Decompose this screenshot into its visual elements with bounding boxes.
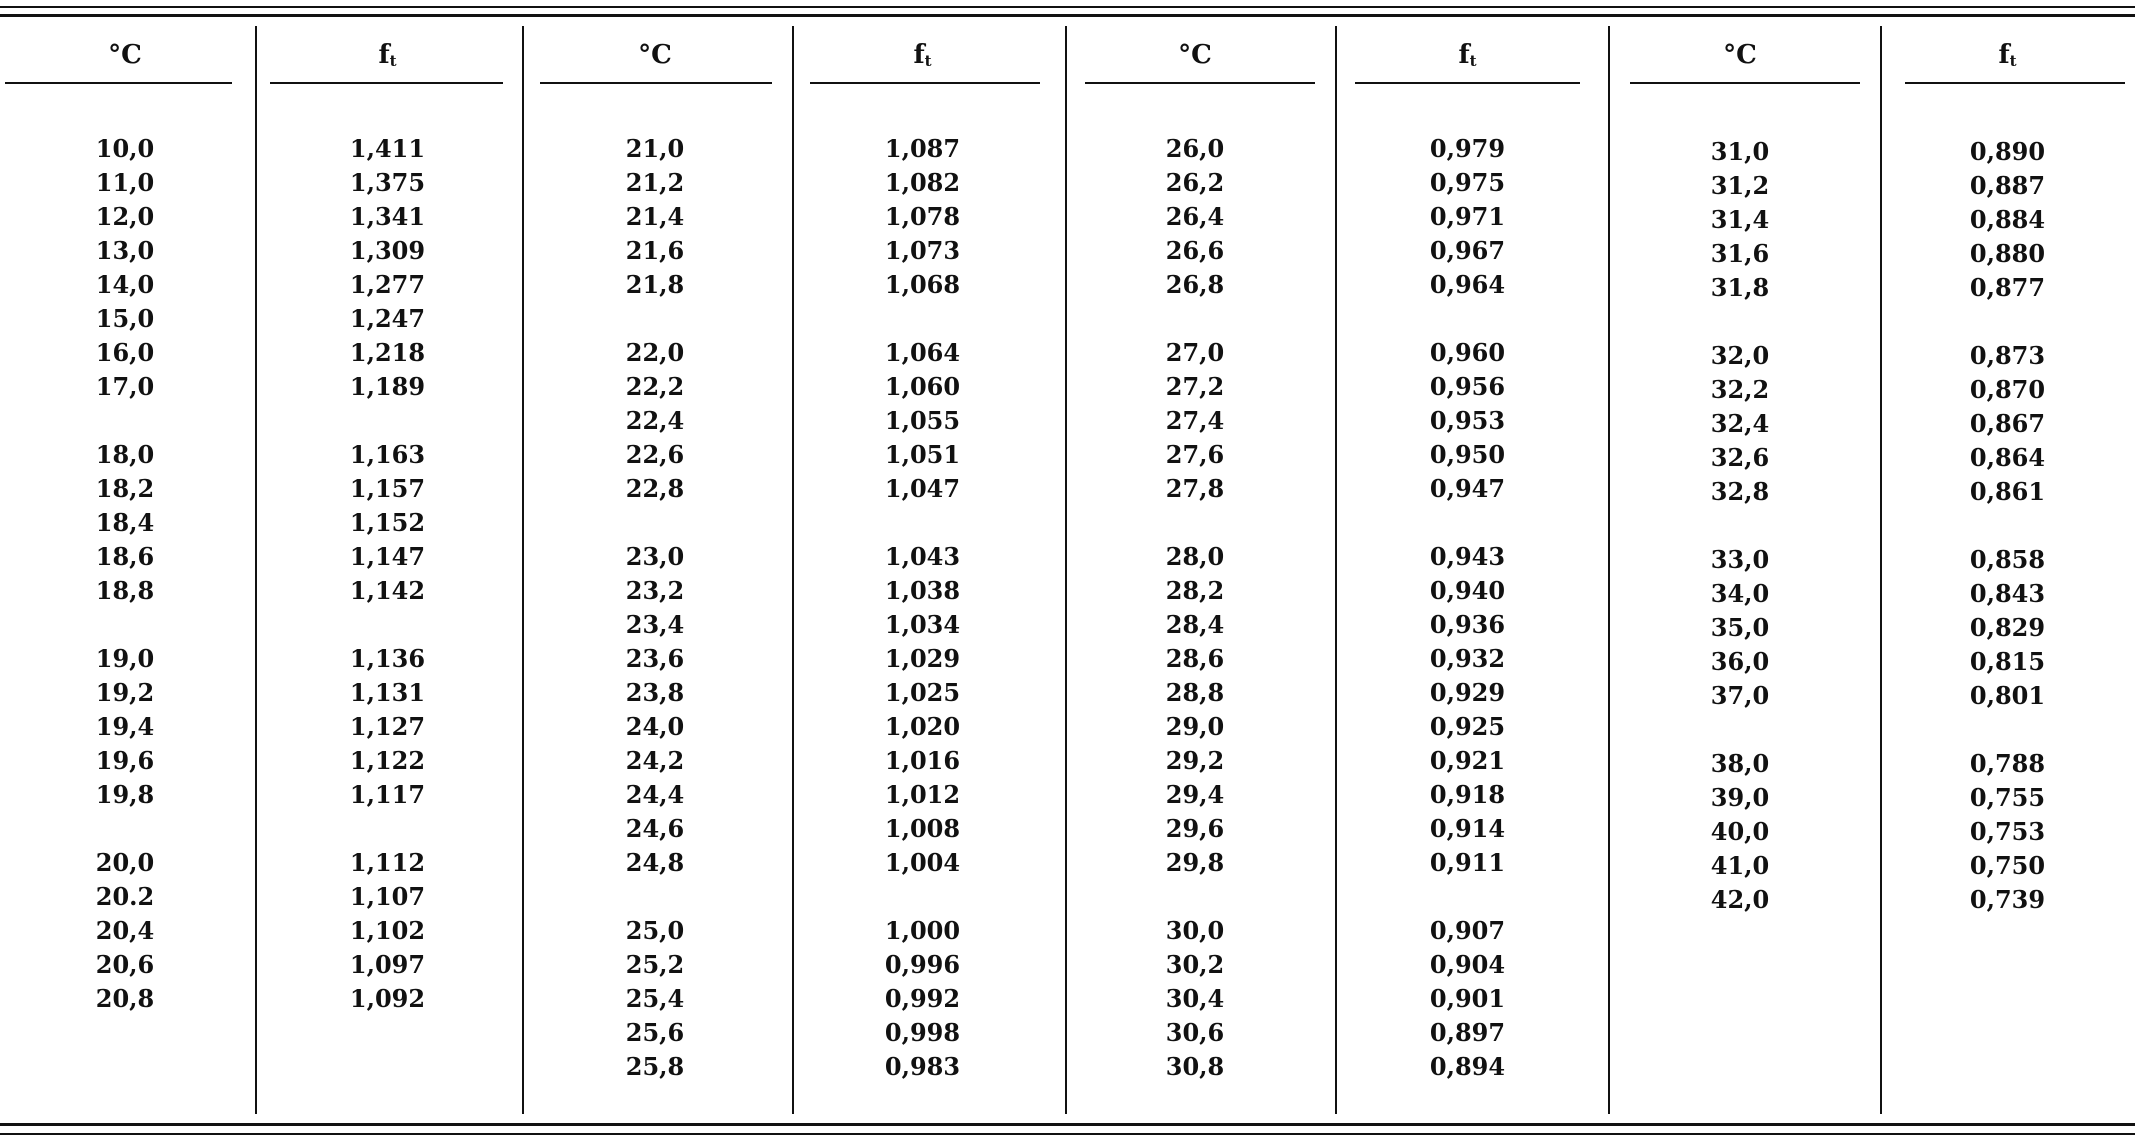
factor-cell: 1,087 <box>884 134 961 163</box>
header-symbol: °C <box>638 40 672 70</box>
factor-cell: 0,979 <box>1429 134 1506 163</box>
factor-cell: 1,147 <box>349 542 426 571</box>
factor-cell: 1,047 <box>884 474 961 503</box>
factor-cell: 1,142 <box>349 576 426 605</box>
temperature-cell: 25,2 <box>625 950 685 979</box>
temperature-cell: 33,0 <box>1710 545 1770 574</box>
factor-cell: 1,025 <box>884 678 961 707</box>
temperature-header <box>525 40 785 70</box>
temperature-cell: 38,0 <box>1710 749 1770 778</box>
temperature-cell: 24,0 <box>625 712 685 741</box>
header-underline-6 <box>1355 82 1580 84</box>
temperature-cell: 41,0 <box>1710 851 1770 880</box>
column-divider-2 <box>522 26 524 1114</box>
temperature-cell: 23,8 <box>625 678 685 707</box>
factor-column-4 <box>1880 0 2135 1142</box>
factor-cell: 0,750 <box>1969 851 2046 880</box>
header-symbol: f <box>913 40 925 70</box>
factor-cell: 1,189 <box>349 372 426 401</box>
header-symbol: f <box>378 40 390 70</box>
factor-cell: 1,043 <box>884 542 961 571</box>
factor-cell: 0,755 <box>1969 783 2046 812</box>
factor-cell: 0,943 <box>1429 542 1506 571</box>
temperature-cell: 28,6 <box>1165 644 1225 673</box>
temperature-cell: 29,2 <box>1165 746 1225 775</box>
temperature-cell: 30,2 <box>1165 950 1225 979</box>
factor-header <box>1335 40 1600 70</box>
temperature-cell: 11,0 <box>95 168 155 197</box>
temperature-cell: 25,8 <box>625 1052 685 1081</box>
factor-cell: 0,801 <box>1969 681 2046 710</box>
factor-cell: 0,867 <box>1969 409 2046 438</box>
temperature-cell: 42,0 <box>1710 885 1770 914</box>
temperature-cell: 26,6 <box>1165 236 1225 265</box>
temperature-cell: 27,0 <box>1165 338 1225 367</box>
factor-cell: 0,983 <box>884 1052 961 1081</box>
temperature-cell: 39,0 <box>1710 783 1770 812</box>
temperature-cell: 36,0 <box>1710 647 1770 676</box>
temperature-cell: 27,6 <box>1165 440 1225 469</box>
temperature-cell: 18,4 <box>95 508 155 537</box>
temperature-column-2 <box>525 0 785 1142</box>
temperature-cell: 30,8 <box>1165 1052 1225 1081</box>
factor-cell: 1,092 <box>349 984 426 1013</box>
factor-cell: 0,739 <box>1969 885 2046 914</box>
temperature-cell: 26,2 <box>1165 168 1225 197</box>
factor-column-3 <box>1335 0 1600 1142</box>
factor-column-1 <box>255 0 520 1142</box>
column-divider-1 <box>255 26 257 1114</box>
temperature-cell: 13,0 <box>95 236 155 265</box>
factor-cell: 1,020 <box>884 712 961 741</box>
temperature-cell: 10,0 <box>95 134 155 163</box>
factor-cell: 0,921 <box>1429 746 1506 775</box>
temperature-cell: 31,0 <box>1710 137 1770 166</box>
factor-cell: 0,975 <box>1429 168 1506 197</box>
factor-cell: 0,884 <box>1969 205 2046 234</box>
factor-cell: 1,097 <box>349 950 426 979</box>
factor-cell: 0,996 <box>884 950 961 979</box>
factor-cell: 0,936 <box>1429 610 1506 639</box>
factor-cell: 0,873 <box>1969 341 2046 370</box>
factor-cell: 1,163 <box>349 440 426 469</box>
factor-cell: 1,341 <box>349 202 426 231</box>
temperature-cell: 20.2 <box>95 882 155 911</box>
factor-cell: 0,890 <box>1969 137 2046 166</box>
factor-cell: 1,064 <box>884 338 961 367</box>
header-underline-7 <box>1630 82 1860 84</box>
factor-cell: 0,887 <box>1969 171 2046 200</box>
temperature-cell: 17,0 <box>95 372 155 401</box>
temperature-cell: 18,0 <box>95 440 155 469</box>
factor-cell: 0,925 <box>1429 712 1506 741</box>
factor-cell: 0,960 <box>1429 338 1506 367</box>
temperature-cell: 27,2 <box>1165 372 1225 401</box>
temperature-cell: 23,0 <box>625 542 685 571</box>
header-subscript: t <box>924 52 932 70</box>
temperature-cell: 31,4 <box>1710 205 1770 234</box>
temperature-cell: 19,4 <box>95 712 155 741</box>
factor-cell: 1,107 <box>349 882 426 911</box>
temperature-cell: 25,0 <box>625 916 685 945</box>
temperature-cell: 14,0 <box>95 270 155 299</box>
temperature-cell: 12,0 <box>95 202 155 231</box>
factor-cell: 1,309 <box>349 236 426 265</box>
temperature-cell: 24,8 <box>625 848 685 877</box>
temperature-cell: 22,4 <box>625 406 685 435</box>
factor-cell: 1,051 <box>884 440 961 469</box>
temperature-cell: 24,6 <box>625 814 685 843</box>
temperature-cell: 35,0 <box>1710 613 1770 642</box>
factor-cell: 0,901 <box>1429 984 1506 1013</box>
factor-cell: 1,055 <box>884 406 961 435</box>
factor-cell: 1,038 <box>884 576 961 605</box>
factor-cell: 0,861 <box>1969 477 2046 506</box>
temperature-cell: 21,0 <box>625 134 685 163</box>
temperature-cell: 29,4 <box>1165 780 1225 809</box>
temperature-cell: 21,4 <box>625 202 685 231</box>
header-underline-4 <box>810 82 1040 84</box>
temperature-cell: 22,2 <box>625 372 685 401</box>
factor-column-2 <box>790 0 1055 1142</box>
factor-cell: 0,953 <box>1429 406 1506 435</box>
factor-cell: 0,843 <box>1969 579 2046 608</box>
temperature-cell: 24,4 <box>625 780 685 809</box>
temperature-cell: 29,0 <box>1165 712 1225 741</box>
temperature-cell: 31,2 <box>1710 171 1770 200</box>
temperature-cell: 30,6 <box>1165 1018 1225 1047</box>
column-divider-7 <box>1880 26 1882 1114</box>
factor-cell: 0,932 <box>1429 644 1506 673</box>
factor-cell: 1,068 <box>884 270 961 299</box>
temperature-cell: 23,4 <box>625 610 685 639</box>
temperature-cell: 32,2 <box>1710 375 1770 404</box>
factor-cell: 0,897 <box>1429 1018 1506 1047</box>
temperature-cell: 23,6 <box>625 644 685 673</box>
header-symbol: °C <box>1723 40 1757 70</box>
factor-cell: 0,964 <box>1429 270 1506 299</box>
temperature-cell: 22,0 <box>625 338 685 367</box>
temperature-cell: 31,8 <box>1710 273 1770 302</box>
header-symbol: °C <box>108 40 142 70</box>
factor-cell: 1,157 <box>349 474 426 503</box>
factor-cell: 0,904 <box>1429 950 1506 979</box>
temperature-cell: 26,0 <box>1165 134 1225 163</box>
header-underline-2 <box>270 82 503 84</box>
header-symbol: °C <box>1178 40 1212 70</box>
temperature-header <box>1605 40 1875 70</box>
temperature-cell: 16,0 <box>95 338 155 367</box>
factor-cell: 0,894 <box>1429 1052 1506 1081</box>
factor-cell: 1,247 <box>349 304 426 333</box>
factor-cell: 0,998 <box>884 1018 961 1047</box>
factor-cell: 0,877 <box>1969 273 2046 302</box>
temperature-column-3 <box>1060 0 1330 1142</box>
factor-cell: 0,950 <box>1429 440 1506 469</box>
factor-cell: 0,870 <box>1969 375 2046 404</box>
factor-header <box>255 40 520 70</box>
factor-cell: 0,918 <box>1429 780 1506 809</box>
temperature-cell: 30,4 <box>1165 984 1225 1013</box>
temperature-cell: 25,4 <box>625 984 685 1013</box>
temperature-cell: 28,0 <box>1165 542 1225 571</box>
factor-cell: 1,004 <box>884 848 961 877</box>
factor-cell: 0,815 <box>1969 647 2046 676</box>
factor-cell: 1,277 <box>349 270 426 299</box>
factor-cell: 0,992 <box>884 984 961 1013</box>
temperature-column-4 <box>1605 0 1875 1142</box>
header-symbol: f <box>1998 40 2010 70</box>
temperature-cell: 18,2 <box>95 474 155 503</box>
temperature-cell: 19,8 <box>95 780 155 809</box>
factor-header <box>1880 40 2135 70</box>
factor-cell: 0,864 <box>1969 443 2046 472</box>
factor-cell: 1,131 <box>349 678 426 707</box>
factor-cell: 0,829 <box>1969 613 2046 642</box>
temperature-cell: 20,8 <box>95 984 155 1013</box>
factor-cell: 0,753 <box>1969 817 2046 846</box>
factor-cell: 1,016 <box>884 746 961 775</box>
factor-cell: 1,136 <box>349 644 426 673</box>
temperature-cell: 24,2 <box>625 746 685 775</box>
factor-cell: 1,218 <box>349 338 426 367</box>
temperature-cell: 22,6 <box>625 440 685 469</box>
temperature-cell: 18,6 <box>95 542 155 571</box>
temperature-cell: 37,0 <box>1710 681 1770 710</box>
header-subscript: t <box>2009 52 2017 70</box>
temperature-cell: 22,8 <box>625 474 685 503</box>
factor-cell: 1,034 <box>884 610 961 639</box>
factor-cell: 0,967 <box>1429 236 1506 265</box>
factor-cell: 1,102 <box>349 916 426 945</box>
header-underline-8 <box>1905 82 2125 84</box>
factor-cell: 1,008 <box>884 814 961 843</box>
temperature-cell: 27,4 <box>1165 406 1225 435</box>
temperature-cell: 30,0 <box>1165 916 1225 945</box>
column-divider-4 <box>1065 26 1067 1114</box>
factor-cell: 1,375 <box>349 168 426 197</box>
factor-cell: 1,152 <box>349 508 426 537</box>
temperature-cell: 32,8 <box>1710 477 1770 506</box>
temperature-cell: 23,2 <box>625 576 685 605</box>
temperature-cell: 15,0 <box>95 304 155 333</box>
temperature-cell: 29,8 <box>1165 848 1225 877</box>
factor-cell: 0,971 <box>1429 202 1506 231</box>
factor-cell: 1,000 <box>884 916 961 945</box>
factor-cell: 0,929 <box>1429 678 1506 707</box>
header-underline-5 <box>1085 82 1315 84</box>
factor-cell: 1,112 <box>349 848 426 877</box>
temperature-cell: 20,6 <box>95 950 155 979</box>
factor-cell: 1,060 <box>884 372 961 401</box>
temperature-cell: 21,8 <box>625 270 685 299</box>
factor-cell: 1,078 <box>884 202 961 231</box>
column-divider-6 <box>1608 26 1610 1114</box>
temperature-cell: 34,0 <box>1710 579 1770 608</box>
temperature-cell: 29,6 <box>1165 814 1225 843</box>
temperature-cell: 26,4 <box>1165 202 1225 231</box>
temperature-cell: 28,2 <box>1165 576 1225 605</box>
header-symbol: f <box>1458 40 1470 70</box>
temperature-cell: 21,6 <box>625 236 685 265</box>
temperature-cell: 32,4 <box>1710 409 1770 438</box>
temperature-cell: 28,8 <box>1165 678 1225 707</box>
factor-cell: 0,956 <box>1429 372 1506 401</box>
temperature-cell: 31,6 <box>1710 239 1770 268</box>
header-underline-3 <box>540 82 772 84</box>
temperature-cell: 18,8 <box>95 576 155 605</box>
factor-cell: 0,788 <box>1969 749 2046 778</box>
factor-cell: 1,073 <box>884 236 961 265</box>
temperature-header <box>0 40 250 70</box>
factor-cell: 1,117 <box>349 780 426 809</box>
temperature-cell: 27,8 <box>1165 474 1225 503</box>
temperature-cell: 19,6 <box>95 746 155 775</box>
temperature-cell: 40,0 <box>1710 817 1770 846</box>
header-subscript: t <box>1469 52 1477 70</box>
factor-cell: 1,082 <box>884 168 961 197</box>
temperature-cell: 28,4 <box>1165 610 1225 639</box>
temperature-cell: 21,2 <box>625 168 685 197</box>
factor-cell: 0,858 <box>1969 545 2046 574</box>
temperature-cell: 32,0 <box>1710 341 1770 370</box>
factor-cell: 1,029 <box>884 644 961 673</box>
header-underline-1 <box>5 82 232 84</box>
temperature-header <box>1060 40 1330 70</box>
temperature-cell: 32,6 <box>1710 443 1770 472</box>
factor-cell: 0,914 <box>1429 814 1506 843</box>
column-divider-3 <box>792 26 794 1114</box>
temperature-cell: 19,2 <box>95 678 155 707</box>
temperature-cell: 19,0 <box>95 644 155 673</box>
temperature-cell: 25,6 <box>625 1018 685 1047</box>
factor-cell: 1,122 <box>349 746 426 775</box>
temperature-cell: 20,0 <box>95 848 155 877</box>
header-subscript: t <box>389 52 397 70</box>
factor-cell: 1,411 <box>349 134 426 163</box>
temperature-column-1 <box>0 0 250 1142</box>
column-divider-5 <box>1335 26 1337 1114</box>
temperature-cell: 20,4 <box>95 916 155 945</box>
temperature-cell: 26,8 <box>1165 270 1225 299</box>
factor-cell: 0,947 <box>1429 474 1506 503</box>
factor-cell: 1,127 <box>349 712 426 741</box>
factor-header <box>790 40 1055 70</box>
factor-cell: 1,012 <box>884 780 961 809</box>
factor-cell: 0,880 <box>1969 239 2046 268</box>
factor-cell: 0,907 <box>1429 916 1506 945</box>
factor-cell: 0,911 <box>1429 848 1506 877</box>
factor-cell: 0,940 <box>1429 576 1506 605</box>
